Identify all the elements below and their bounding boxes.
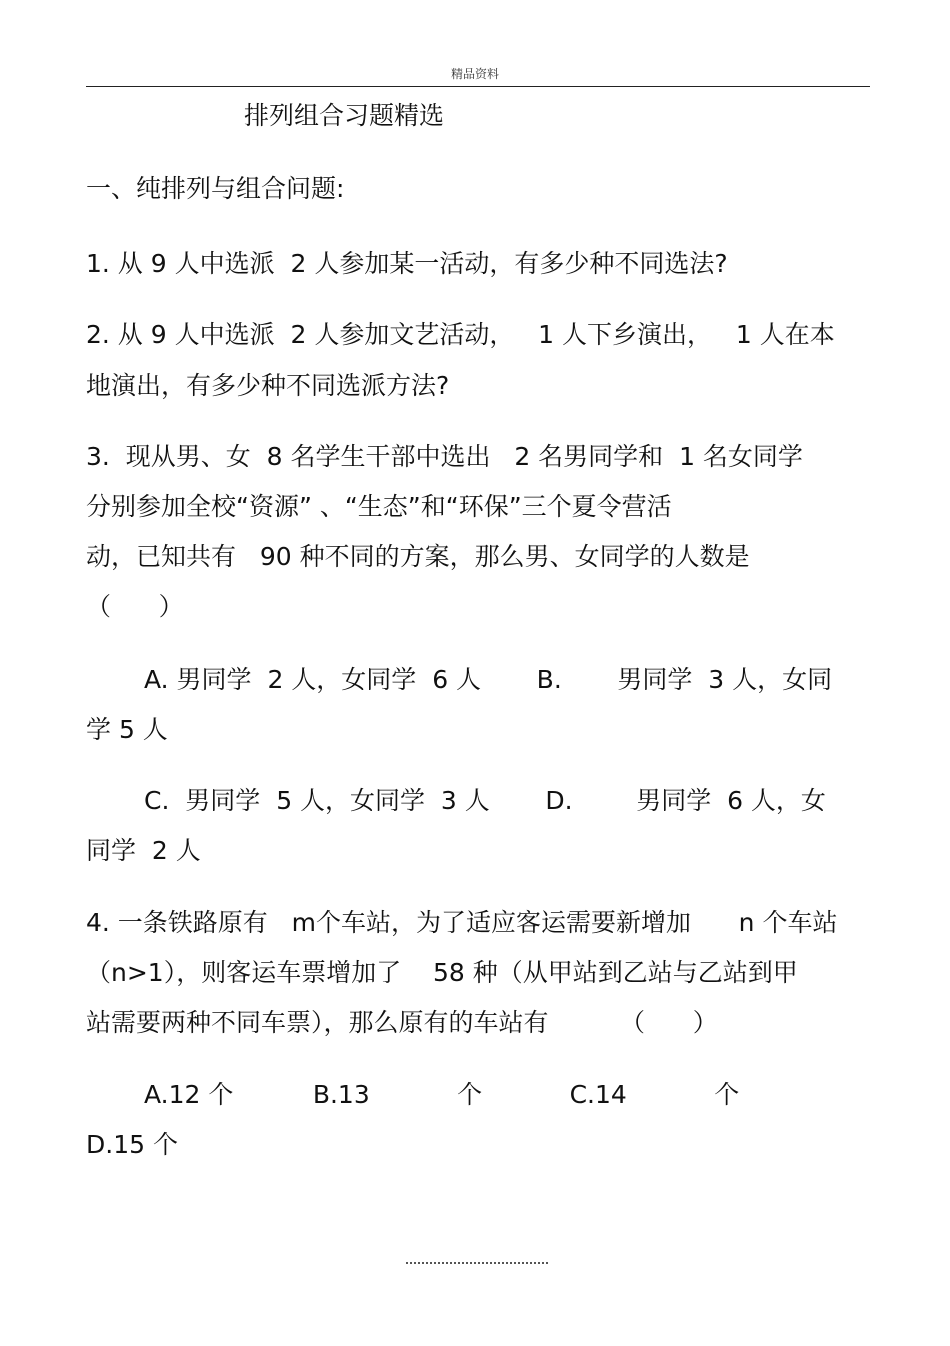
section-heading: 一、纯排列与组合问题:	[86, 174, 345, 203]
question-4-options-abc: A.12 个 B.13 个 C.14 个	[144, 1080, 740, 1109]
question-4-line-3: 站需要两种不同车票），那么原有的车站有 （ ）	[86, 1008, 718, 1037]
question-4-option-d: D.15 个	[86, 1130, 178, 1159]
question-3-options-ab: A. 男同学 2 人，女同学 6 人 B. 男同学 3 人，女同	[144, 665, 833, 694]
question-3-options-cd-cont: 同学 2 人	[86, 836, 201, 865]
page-header-label: 精品资料	[450, 67, 499, 81]
question-4-line-2: （n>1），则客运车票增加了 58 种（从甲站到乙站与乙站到甲	[86, 958, 798, 987]
question-3-blank: （ ）	[86, 592, 184, 621]
header-divider	[86, 86, 870, 87]
question-3-options-ab-cont: 学 5 人	[86, 715, 168, 744]
question-3-line-2: 分别参加全校“资源” 、“生态”和“环保”三个夏令营活	[86, 492, 672, 521]
question-3-line-1: 3. 现从男、女 8 名学生干部中选出 2 名男同学和 1 名女同学	[86, 442, 803, 471]
document-title: 排列组合习题精选	[244, 101, 445, 130]
question-2-line-2: 地演出，有多少种不同选派方法?	[86, 371, 450, 400]
question-3-options-cd: C. 男同学 5 人，女同学 3 人 D. 男同学 6 人，女	[144, 786, 826, 815]
question-1: 1. 从 9 人中选派 2 人参加某一活动，有多少种不同选法?	[86, 249, 728, 278]
footer-dotted-rule	[406, 1262, 548, 1264]
question-2-line-1: 2. 从 9 人中选派 2 人参加文艺活动， 1 人下乡演出， 1 人在本	[86, 320, 835, 349]
question-3-line-3: 动，已知共有 90 种不同的方案，那么男、女同学的人数是	[86, 542, 750, 571]
question-4-line-1: 4. 一条铁路原有 m个车站，为了适应客运需要新增加 n 个车站	[86, 908, 838, 937]
